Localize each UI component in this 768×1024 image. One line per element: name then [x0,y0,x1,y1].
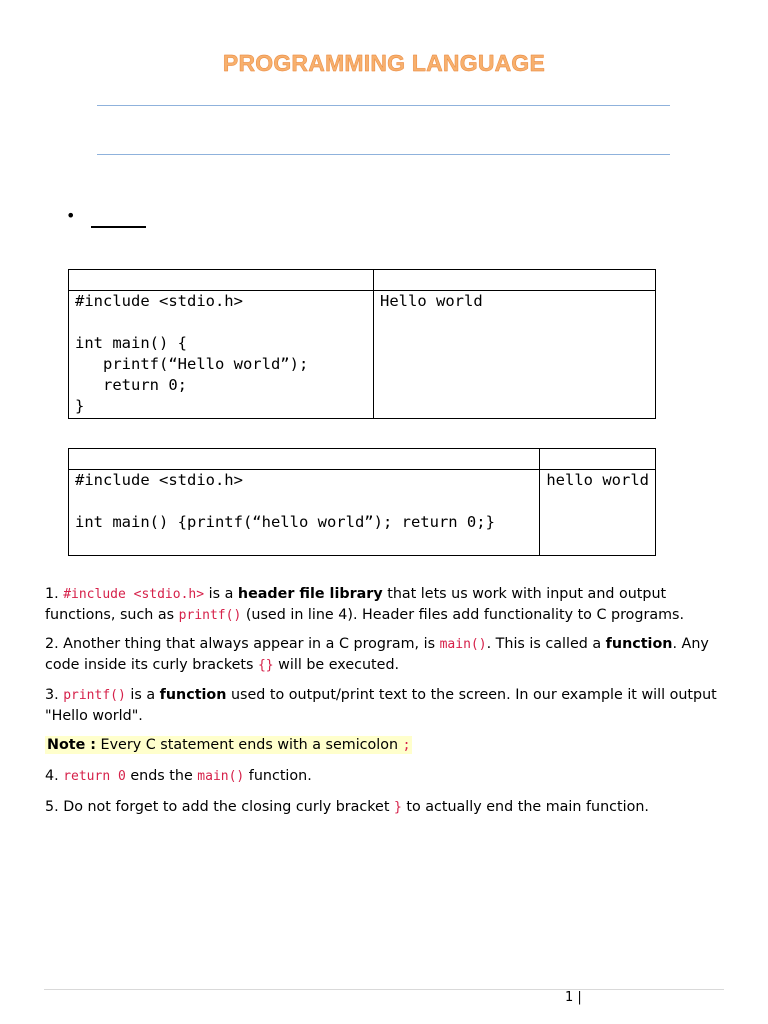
note-label: Note : [47,737,97,753]
bullet-point: • [66,206,76,225]
inline-code: printf() [178,608,242,623]
footer-divider [44,989,724,990]
inline-code: ; [402,738,411,753]
text: Do not forget to add the closing curly bracket [63,799,394,815]
code-block: #include <stdio.h> int main() {printf(“hello world”); return 0;} [75,471,495,531]
bold-text: function [605,636,673,652]
inline-code: } [393,800,402,815]
text: is a [125,687,160,703]
paragraph-number: 4. [45,768,64,784]
code-cell [69,291,374,419]
document-title: PROGRAMMING LANGUAGE [222,50,546,76]
table-header-cell [69,449,540,470]
text: Every C statement ends with a semicolon [96,737,403,753]
paragraph-5 [45,797,725,818]
output-text: Hello world [380,292,483,310]
paragraph-4 [45,766,725,787]
text: used to output/print text to the screen. In our example it will output "Hello world". [45,687,717,724]
code-table-2 [68,448,656,556]
page-number: 1 | [565,990,582,1005]
text: 2. Another thing that always appear in a C program, is [45,636,440,652]
paragraph-number: 3. [45,687,64,703]
output-text: hello world [546,471,649,489]
table-header-row [69,270,656,291]
bold-text: function [159,687,227,703]
output-cell [374,291,656,419]
paragraph-2 [45,634,725,676]
table-header-cell [69,270,374,291]
title-underline-2 [97,154,670,155]
table-row [69,470,656,556]
text: will be executed. [273,657,400,673]
code-cell [69,470,540,556]
bold-text: header file library [237,586,383,602]
inline-code: main() [439,637,487,652]
output-cell [540,470,656,556]
text: . Any code inside its curly brackets [45,636,709,673]
note-highlight [45,736,412,754]
note-paragraph [45,735,725,756]
text: ends the [125,768,198,784]
table-header-cell [540,449,656,470]
inline-code: main() [197,769,245,784]
paragraph-1 [45,584,725,626]
text: is a [204,586,238,602]
inline-code: printf() [63,688,126,703]
text: that lets us work with input and output functions, such as [45,586,667,623]
title-underline-1 [97,105,670,106]
paragraph-number: 1. [45,586,64,602]
inline-code: #include <stdio.h> [63,587,205,602]
paragraph-3 [45,685,725,726]
text: function. [244,768,312,784]
code-block: #include <stdio.h> int main() { printf(“Hello world”); return 0; } [75,292,309,415]
table-row [69,291,656,419]
code-table-1 [68,269,656,419]
text: to actually end the main function. [401,799,649,815]
inline-code: return 0 [63,769,126,784]
paragraph-number: 5. [45,799,64,815]
text: . This is called a [486,636,606,652]
inline-code: {} [257,658,274,673]
table-header-row [69,449,656,470]
text: (used in line 4). Header files add functionality to C programs. [241,607,685,623]
bullet-blank-line [91,226,146,228]
table-header-cell [374,270,656,291]
